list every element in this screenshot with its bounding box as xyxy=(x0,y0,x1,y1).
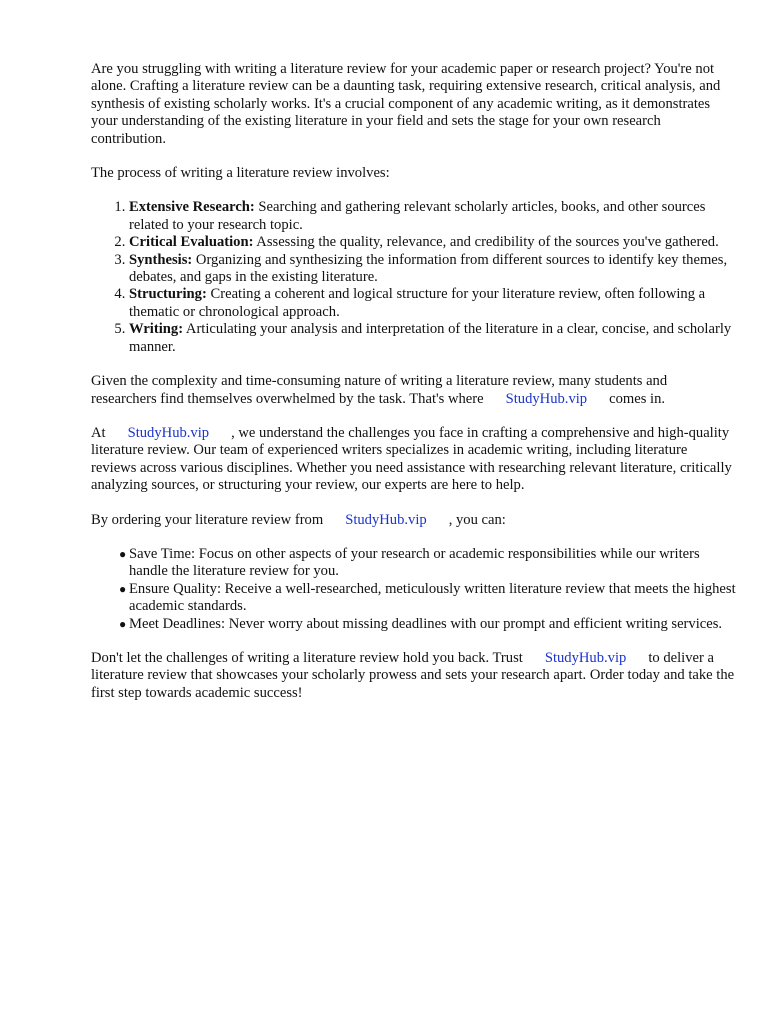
list-item xyxy=(129,234,736,251)
step-text: Articulating your analysis and interpretation of the literature in a clear, concise, and scholarly manner. xyxy=(129,321,732,355)
closing-paragraph: Don't let the challenges of writing a literature review hold you back. Trust StudyHub.vip to deliver a literature review that showcases your scholarly prowess and sets your research apart. Order today and take the first step towards academic success! xyxy=(91,649,735,701)
step-text: Searching and gathering relevant scholarly articles, books, and other sources related to your research topic. xyxy=(129,199,706,233)
benefit-text: Save Time: Focus on other aspects of your research or academic responsibilities while our writers handle the literature review for you. xyxy=(129,545,700,580)
list-item xyxy=(119,581,736,616)
bullet-icon: ● xyxy=(119,546,127,561)
bullet-icon: ● xyxy=(119,616,127,631)
step-text: Creating a coherent and logical structure for your literature review, often following a thematic or chronological approach. xyxy=(129,286,706,320)
process-intro: The process of writing a literature review involves: xyxy=(91,165,390,182)
list-item xyxy=(129,252,736,287)
list-item xyxy=(129,321,736,356)
benefits-list xyxy=(91,546,736,633)
list-item xyxy=(129,199,736,234)
step-text: Assessing the quality, relevance, and credibility of the sources you've gathered. xyxy=(253,234,719,251)
complexity-paragraph: Given the complexity and time-consuming nature of writing a literature review, many students and researchers find themselves overwhelmed by the task. That's where StudyHub.vip comes in. xyxy=(91,373,668,407)
benefit-text: Meet Deadlines: Never worry about missing deadlines with our prompt and efficient writing services. xyxy=(129,615,723,632)
step-title: Extensive Research: xyxy=(129,199,255,216)
studyhub-link[interactable]: StudyHub.vip xyxy=(345,511,427,528)
step-title: Synthesis: xyxy=(129,251,193,268)
step-title: Writing: xyxy=(129,321,184,338)
list-item xyxy=(129,286,736,321)
studyhub-link[interactable]: StudyHub.vip xyxy=(127,424,210,441)
studyhub-link[interactable]: StudyHub.vip xyxy=(544,649,627,666)
intro-paragraph: Are you struggling with writing a literature review for your academic paper or research project? You're not alone. Crafting a literature review can be a daunting task, requiring extensive research, critical analysis, and synthesis of existing scholarly works. It's a crucial component of any academic writing, as it demonstrates your understanding of the existing literature in your field and sets the stage for your own research contribution. xyxy=(91,61,721,147)
process-steps-list xyxy=(91,199,736,356)
list-item xyxy=(119,616,736,633)
studyhub-link[interactable]: StudyHub.vip xyxy=(505,390,588,407)
step-title: Structuring: xyxy=(129,286,207,303)
document-page xyxy=(91,61,736,719)
step-text: Organizing and synthesizing the information from different sources to identify key themes, debates, and gaps in the existing literature. xyxy=(129,251,728,286)
ordering-paragraph: By ordering your literature review from StudyHub.vip , you can: xyxy=(91,511,506,528)
benefit-text: Ensure Quality: Receive a well-researched, meticulously written literature review that meets the highest academic standards. xyxy=(129,580,736,615)
bullet-icon: ● xyxy=(119,581,127,596)
step-title: Critical Evaluation: xyxy=(129,234,254,251)
about-paragraph: At StudyHub.vip , we understand the challenges you face in crafting a comprehensive and high-quality literature review. Our team of experienced writers specializes in academic writing, including literature reviews across various disciplines. Whether you need assistance with researching relevant literature, critically analyzing sources, or structuring your review, our experts are here to help. xyxy=(91,424,732,494)
list-item xyxy=(119,546,736,581)
